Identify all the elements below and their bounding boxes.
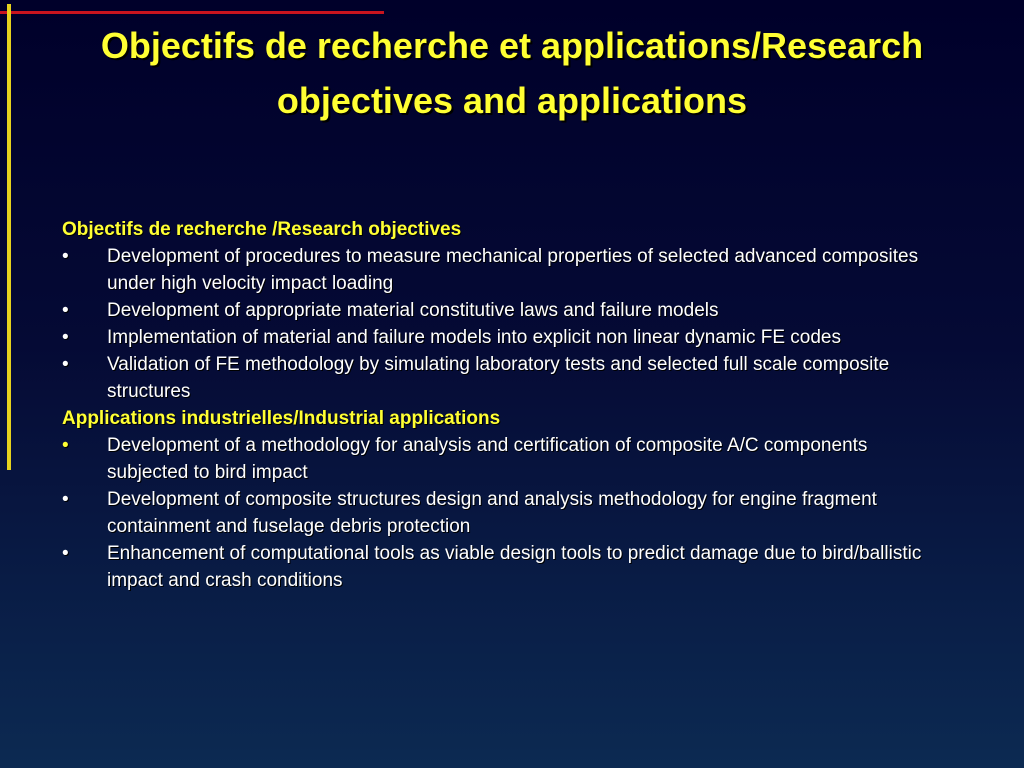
slide-body	[62, 216, 922, 594]
list-item-text: Development of composite structures design and analysis methodology for engine fragment containment and fuselage debris protection	[107, 489, 877, 537]
bullet-icon: •	[62, 354, 69, 375]
bullet-icon: •	[62, 435, 69, 456]
list-item	[62, 324, 922, 351]
bullet-icon: •	[62, 327, 69, 348]
section-heading-research-objectives: Objectifs de recherche /Research objectives	[62, 219, 462, 240]
slide-title: Objectifs de recherche et applications/Research objectives and applications	[100, 25, 924, 121]
bullet-icon: •	[62, 246, 69, 267]
list-item-text: Enhancement of computational tools as viable design tools to predict damage due to bird/ballistic impact and crash conditions	[107, 543, 922, 591]
list-item	[62, 432, 922, 486]
list-item	[62, 486, 922, 540]
list-item-text: Development of a methodology for analysis and certification of composite A/C components subjected to bird impact	[107, 435, 868, 483]
top-red-rule	[0, 11, 384, 14]
list-item	[62, 297, 922, 324]
bullet-icon: •	[62, 300, 69, 321]
list-item	[62, 540, 922, 594]
list-item	[62, 351, 922, 405]
section-heading-industrial-applications: Applications industrielles/Industrial applications	[62, 408, 501, 429]
list-item-text: Development of appropriate material constitutive laws and failure models	[107, 300, 719, 321]
bullet-icon: •	[62, 489, 69, 510]
left-yellow-rule	[7, 4, 11, 470]
industrial-applications-list	[62, 432, 922, 594]
list-item-text: Validation of FE methodology by simulating laboratory tests and selected full scale composite structures	[107, 354, 890, 402]
list-item-text: Implementation of material and failure models into explicit non linear dynamic FE codes	[107, 327, 841, 348]
research-objectives-list	[62, 243, 922, 405]
bullet-icon: •	[62, 543, 69, 564]
list-item	[62, 243, 922, 297]
list-item-text: Development of procedures to measure mechanical properties of selected advanced composites under high velocity impact loading	[107, 246, 919, 294]
